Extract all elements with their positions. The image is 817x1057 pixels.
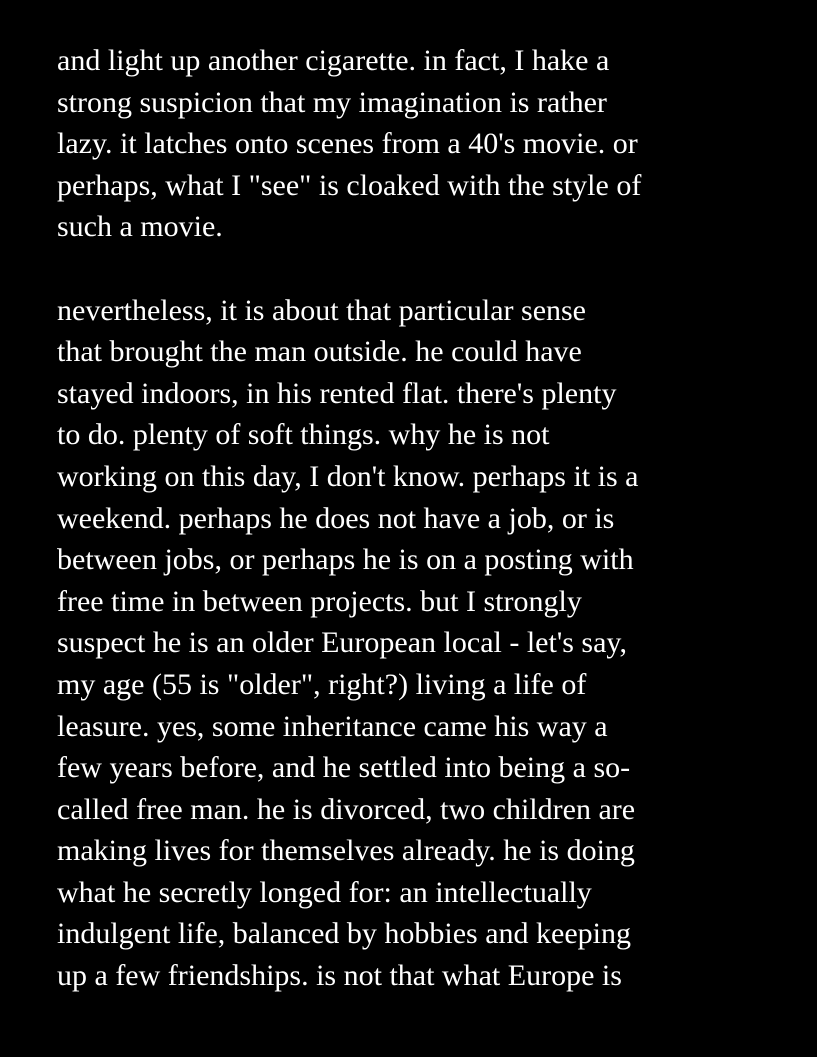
text-line: leasure. yes, some inheritance came his way a — [57, 709, 608, 743]
paragraph-2 — [57, 290, 797, 997]
text-line: between jobs, or perhaps he is on a posting with — [57, 543, 634, 577]
text-line: weekend. perhaps he does not have a job, or is — [57, 501, 615, 535]
paragraph-1 — [57, 40, 797, 248]
text-line: free time in between projects. but I strongly — [57, 584, 582, 618]
text-line: working on this day, I don't know. perhaps it is a — [57, 459, 639, 493]
text-body — [57, 40, 797, 997]
text-line: up a few friendships. is not that what Europe is — [57, 959, 622, 993]
text-line: making lives for themselves already. he is doing — [57, 834, 635, 868]
text-line: perhaps, what I "see" is cloaked with the style of — [57, 168, 642, 202]
text-line: to do. plenty of soft things. why he is not — [57, 418, 550, 452]
text-line: what he secretly longed for: an intellectually — [57, 875, 592, 909]
text-line: indulgent life, balanced by hobbies and keeping — [57, 917, 631, 951]
text-line: stayed indoors, in his rented flat. there's plenty — [57, 376, 617, 410]
text-line: strong suspicion that my imagination is rather — [57, 85, 607, 119]
text-line: and light up another cigarette. in fact, I hake a — [57, 44, 610, 77]
text-line: lazy. it latches onto scenes from a 40's movie. or — [57, 127, 638, 161]
text-line: few years before, and he settled into being a so- — [57, 751, 631, 785]
text-line: my age (55 is "older", right?) living a life of — [57, 667, 587, 701]
text-line: suspect he is an older European local - let's say, — [57, 626, 627, 660]
text-line: nevertheless, it is about that particular sense — [57, 293, 586, 327]
text-line: such a movie. — [57, 210, 223, 244]
paragraph-gap — [57, 248, 797, 290]
text-line: that brought the man outside. he could have — [57, 335, 582, 369]
text-line: called free man. he is divorced, two children are — [57, 792, 636, 826]
